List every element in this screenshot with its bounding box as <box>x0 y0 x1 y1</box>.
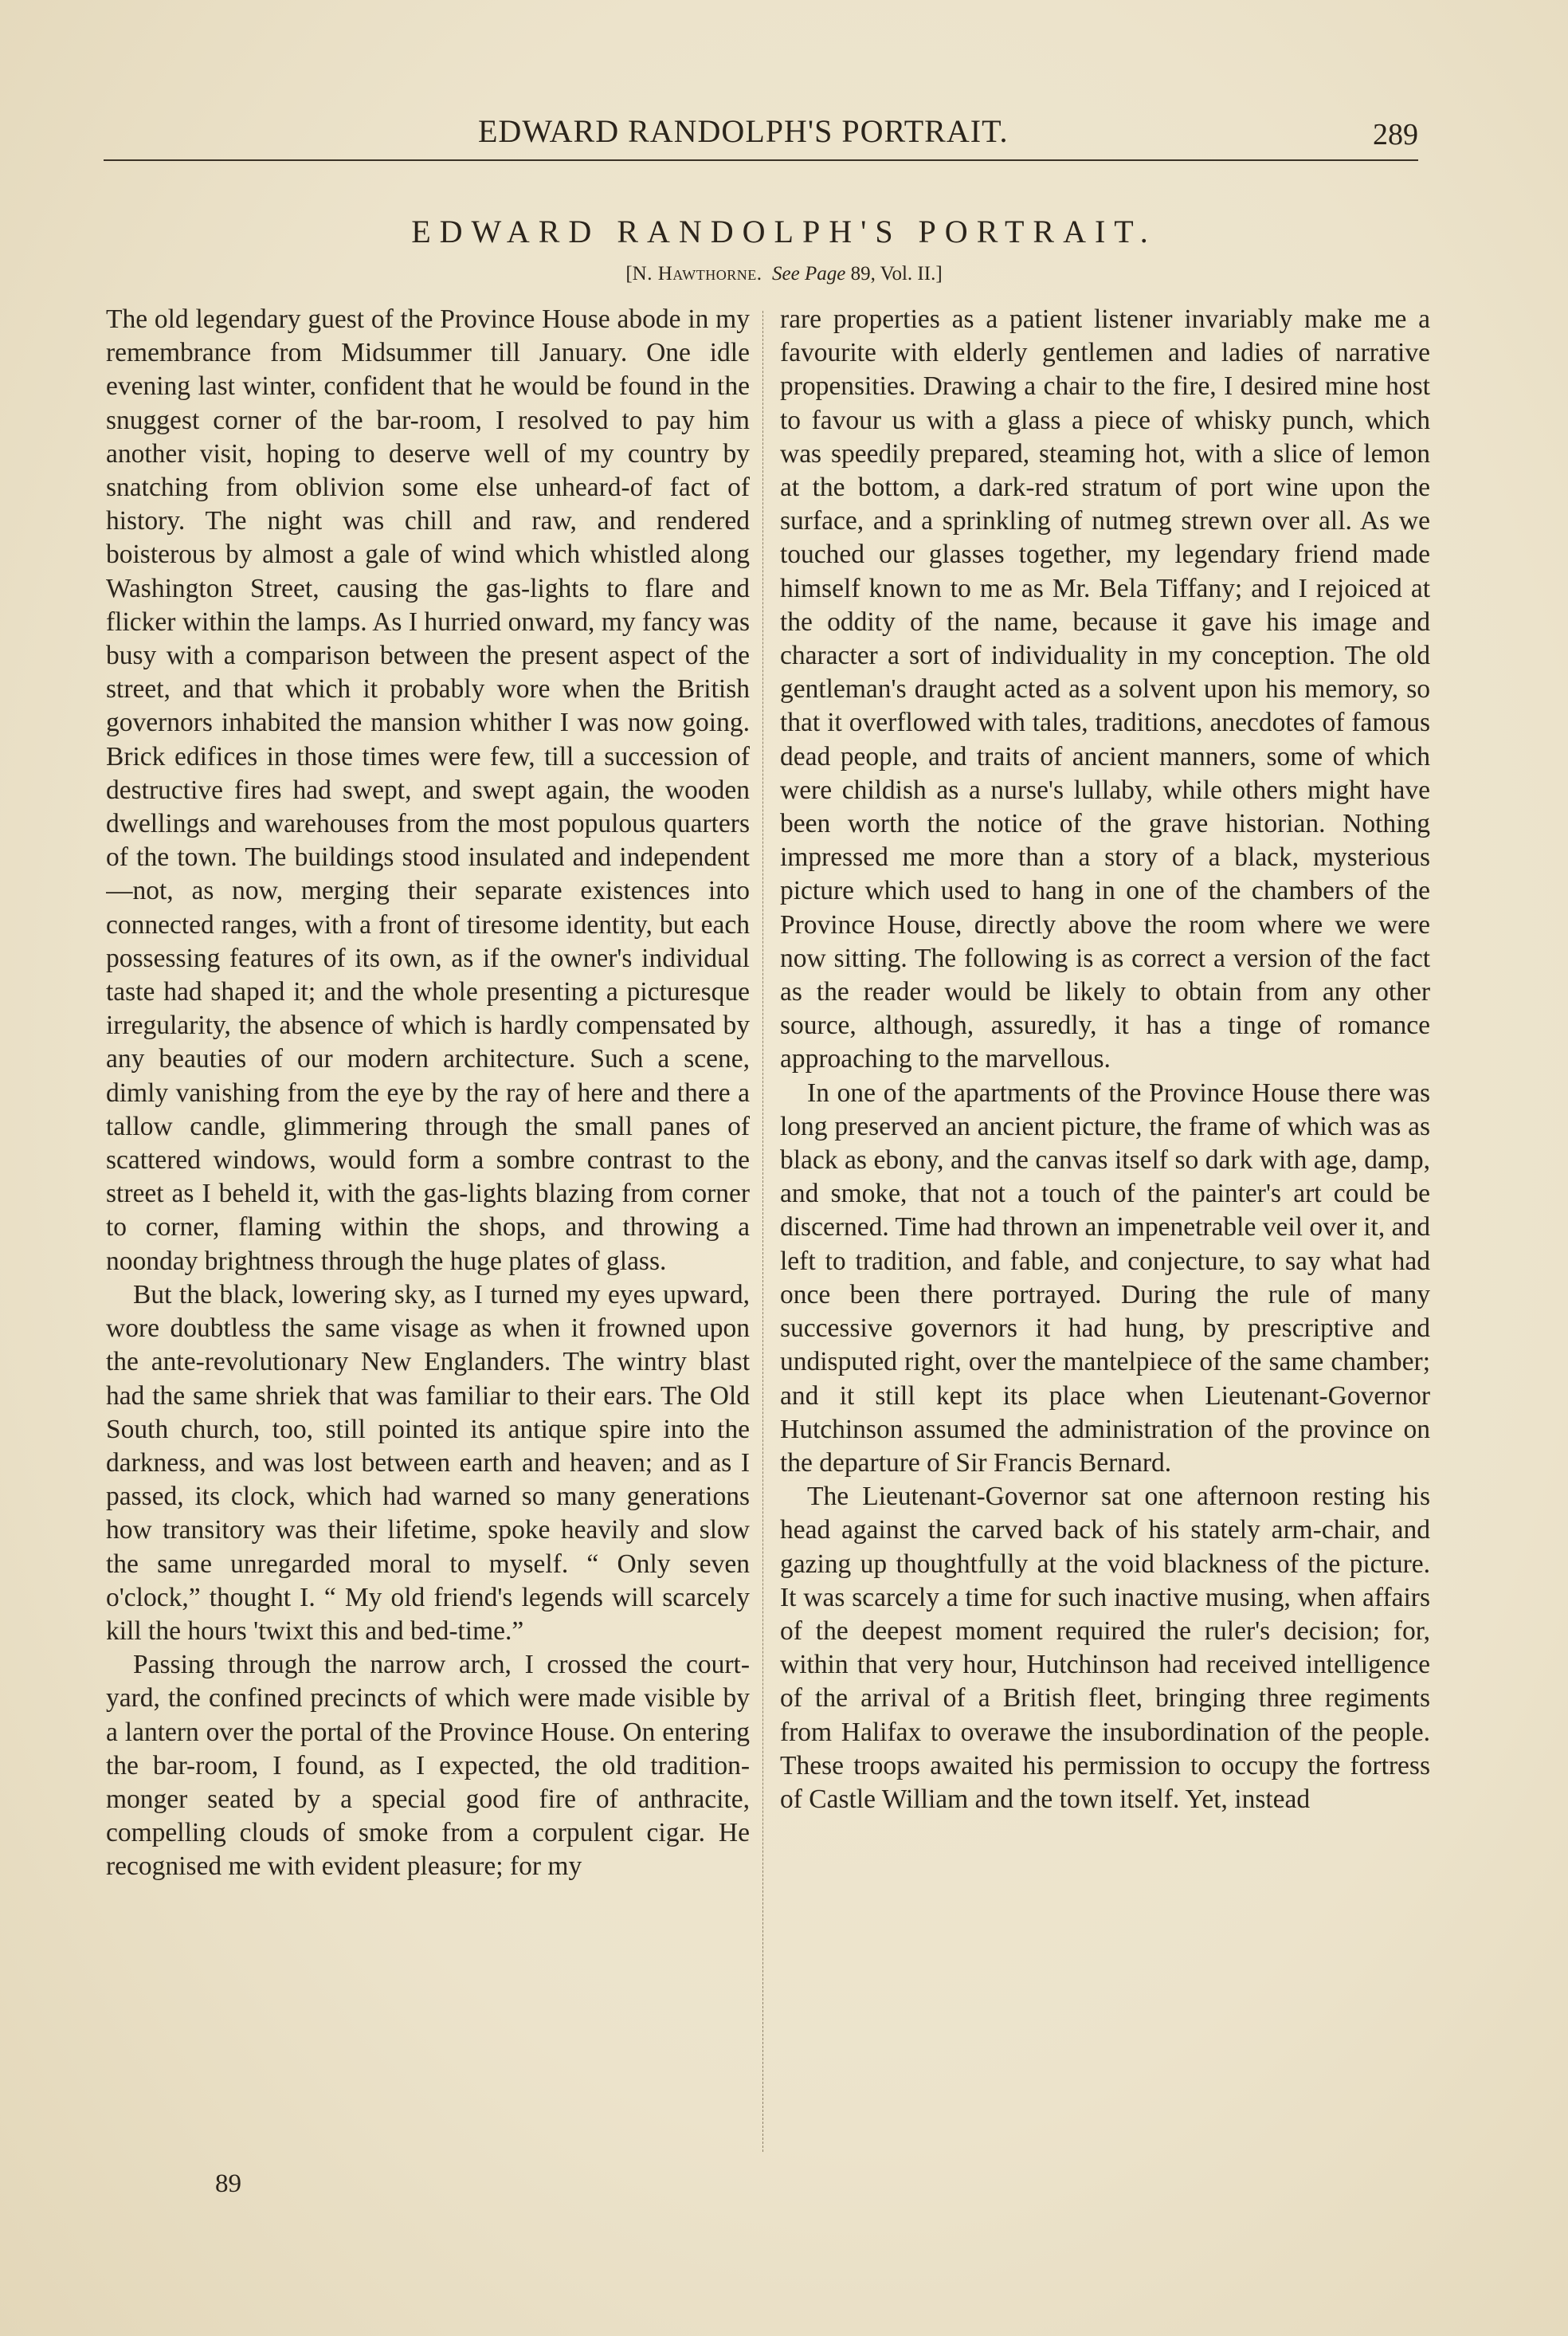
article-title: EDWARD RANDOLPH'S PORTRAIT. <box>411 214 1157 249</box>
left-column <box>106 303 750 2168</box>
folio-number: 89 <box>215 2169 241 2198</box>
right-column <box>780 303 1430 2168</box>
paragraph: rare properties as a patient listener invariably make me a favourite with elderly gentlemen and ladies of narrative propensities. Drawing a chair to the fire, I desired mine host to favour us with a glass a piece of whisky punch, which was speedily prepared, steaming hot, with a slice of lemon at the bottom, a dark-red stratum of port wine upon the surface, and a sprinkling of nutmeg strewn over all. As we touched our glasses together, my legendary friend made himself known to me as Mr. Bela Tiffany; and I rejoiced at the oddity of the name, because it gave his image and character a sort of individuality in my conception. The old gentleman's draught acted as a solvent upon his memory, so that it overflowed with tales, traditions, anecdotes of famous dead people, and traits of ancient manners, some of which were childish as a nurse's lullaby, while others might have been worth the notice of the grave historian. Nothing impressed me more than a story of a black, mysterious picture which used to hang in one of the chambers of the Province House, directly above the room where we were now sitting. The following is as correct a version of the fact as the reader would be likely to obtain from any other source, although, assuredly, it has a tinge of romance approaching to the marvellous. <box>780 304 1430 1074</box>
running-head <box>104 112 1418 161</box>
paragraph: Passing through the narrow arch, I crossed the court-yard, the confined precincts of which were made visible by a lantern over the portal of the Province House. On entering the bar-room, I found, as I expected, the old tradition-monger seated by a special good fire of anthracite, compelling clouds of smoke from a corpulent cigar. He recognised me with evident pleasure; for my <box>106 1650 750 1882</box>
byline-ref: 89, Vol. II.] <box>850 263 943 285</box>
paragraph: In one of the apartments of the Province House there was long preserved an ancient picture, the frame of which was as black as ebony, and the canvas itself so dark with age, damp, and smoke, that not a touch of the painter's art could be discerned. Time had thrown an impenetrable veil over it, and left to tradition, and fable, and conjecture, to say what had once been there portrayed. During the rule of many successive governors it had hung, by prescriptive and undisputed right, over the mantelpiece of the same chamber; and it still kept its place when Lieutenant-Governor Hutchinson assumed the administration of the province on the departure of Sir Francis Bernard. <box>780 1078 1430 1478</box>
paragraph: The Lieutenant-Governor sat one afternoon resting his head against the carved back of his stately arm-chair, and gazing up thoughtfully at the void blackness of the picture. It was scarcely a time for such inactive musing, when affairs of the deepest moment required the ruler's decision; for, within that very hour, Hutchinson had received intelligence of the arrival of a British fleet, bringing three regiments from Halifax to overawe the insubordination of the people. These troops awaited his permission to occupy the fortress of Castle William and the town itself. Yet, instead <box>780 1482 1430 1814</box>
byline <box>0 260 1568 289</box>
byline-open: [ <box>625 263 633 285</box>
byline-author: N. Hawthorne. <box>632 263 762 285</box>
paragraph: The old legendary guest of the Province House abode in my remembrance from Midsummer till January. One idle evening last winter, confident that he would be found in the snuggest corner of the bar-room, I resolved to pay him another visit, hoping to deserve well of my country by snatching from oblivion some else unheard-of fact of history. The night was chill and raw, and rendered boisterous by almost a gale of wind which whistled along Washington Street, causing the gas-lights to flare and flicker within the lamps. As I hurried onward, my fancy was busy with a comparison between the present aspect of the street, and that which it probably wore when the British governors inhabited the mansion whither I was now going. Brick edifices in those times were few, till a succession of destructive fires had swept, and swept again, the wooden dwellings and warehouses from the most populous quarters of the town. The buildings stood insulated and independent—not, as now, merging their separate existences into connected ranges, with a front of tiresome identity, but each possessing features of its own, as if the owner's individual taste had shaped it; and the whole presenting a picturesque irregularity, the absence of which is hardly compensated by any beauties of our modern architecture. Such a scene, dimly vanishing from the eye by the ray of here and there a tallow candle, glimmering through the small panes of scattered windows, would form a sombre contrast to the street as I beheld it, with the gas-lights blazing from corner to corner, flaming within the shops, and throwing a noonday brightness through the huge plates of glass. <box>106 304 750 1276</box>
page-number: 289 <box>1373 118 1418 151</box>
column-divider <box>762 311 763 2152</box>
paragraph: But the black, lowering sky, as I turned my eyes upward, wore doubtless the same visage as when it frowned upon the ante-revolutionary New Englanders. The wintry blast had the same shriek that was familiar to their ears. The Old South church, too, still pointed its antique spire into the darkness, and was lost between earth and heaven; and as I passed, its clock, which had warned so many generations how transitory was their lifetime, spoke heavily and slow the same unregarded moral to myself. “ Only seven o'clock,” thought I. “ My old friend's legends will scarcely kill the hours 'twixt this and bed-time.” <box>106 1279 750 1646</box>
byline-see: See Page <box>772 263 846 285</box>
running-title: EDWARD RANDOLPH'S PORTRAIT. <box>478 113 1009 149</box>
